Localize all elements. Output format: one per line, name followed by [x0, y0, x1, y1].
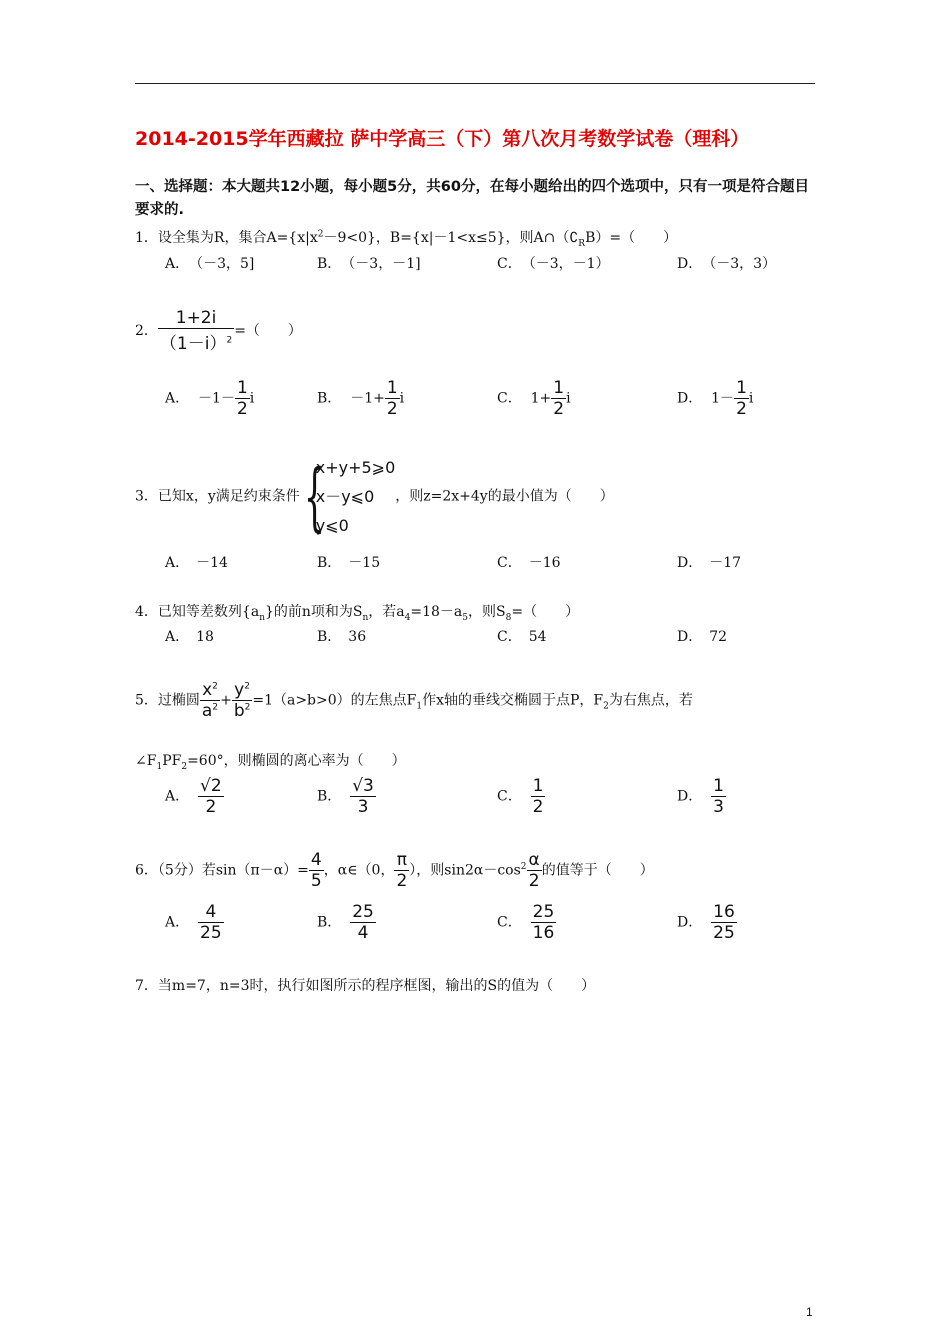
- question-7: 7．当m=7，n=3时，执行如图所示的程序框图，输出的S的值为（ ）: [135, 978, 596, 994]
- question-4: 4．已知等差数列$\{a_n\}$的前n项和为$S_n$，若$a_4=18-a_5$，则$S_8=$（ ）: [135, 604, 580, 623]
- question-1: 1．设全集为R，集合$A=\{x|x^2-9<0\}$，B={x|－1<x≤5}，则$A\cap(∁_RB)=$（ ）: [135, 229, 678, 249]
- page-number: 1: [806, 1305, 813, 1319]
- q3-option-c[interactable]: C． －16: [497, 555, 561, 571]
- question-3: 3．已知x，y满足约束条件{ x+y+5⩾0 x－y⩽0 y⩽0 ，则z=2x+4y的最小值为（ ）: [135, 453, 614, 540]
- q2-option-b[interactable]: B． －1+ $\frac{1}{2}$ i: [317, 378, 405, 419]
- question-6: 6．（5分）若sin（π－α）= $\frac{4}{5}$ ，α∈（0， $\frac{\pi}{2}$ ），则$\sin 2\alpha-\cos^2$ $\frac{\alpha}{2}$ 的值等于（ ）: [135, 850, 654, 891]
- page-title: 2014-2015学年西藏拉 萨中学高三（下）第八次月考数学试卷（理科）: [135, 128, 750, 150]
- header-rule: [135, 83, 815, 84]
- question-2: 2． $\frac{1+2i}{(1-i)^2}$ =（ ）: [135, 308, 302, 354]
- q1-option-a[interactable]: A． （－3，5]: [165, 256, 255, 272]
- q3-option-a[interactable]: A． －14: [165, 555, 228, 571]
- fraction: $\frac{1+2i}{(1-i)^2}$: [159, 308, 233, 354]
- q4-option-d[interactable]: D． 72: [677, 629, 728, 645]
- q2-option-d[interactable]: D． 1－ $\frac{1}{2}$ i: [677, 378, 754, 419]
- q4-option-b[interactable]: B． 36: [317, 629, 367, 645]
- q5-option-b[interactable]: B． $\frac{√3}{3}$: [317, 776, 374, 817]
- q3-option-d[interactable]: D． －17: [677, 555, 742, 571]
- q2-option-c[interactable]: C． 1+ $\frac{1}{2}$ i: [497, 378, 571, 419]
- q1-option-d[interactable]: D． （－3，3）: [677, 256, 777, 272]
- constraint-system: x+y+5⩾0 x－y⩽0 y⩽0: [315, 458, 396, 535]
- question-5: 5．过椭圆 $\frac{x^2}{a^2}$ + $\frac{y^2}{b^2}$ =1（a>b>0）的左焦点$F_1$作x轴的垂线交椭圆于点P，$F_2$为右焦点，若: [135, 680, 693, 721]
- q6-option-d[interactable]: D． $\frac{16}{25}$: [677, 902, 735, 943]
- brace-icon: {: [303, 453, 325, 540]
- q5-option-a[interactable]: A． $\frac{√2}{2}$: [165, 776, 222, 817]
- q4-option-c[interactable]: C． 54: [497, 629, 547, 645]
- q3-option-b[interactable]: B． －15: [317, 555, 381, 571]
- q6-option-a[interactable]: A． $\frac{4}{25}$: [165, 902, 222, 943]
- q5-option-d[interactable]: D． $\frac{1}{3}$: [677, 776, 724, 817]
- q2-option-a[interactable]: A． －1－ $\frac{1}{2}$ i: [165, 378, 255, 419]
- q1-option-b[interactable]: B． （－3，－1]: [317, 256, 421, 272]
- question-number: 1．: [135, 230, 158, 246]
- section-heading: 一、选择题：本大题共12小题，每小题5分，共60分，在每小题给出的四个选项中，只有一项是符合题目要求的.: [135, 179, 809, 218]
- q4-option-a[interactable]: A． 18: [165, 629, 214, 645]
- q5-option-c[interactable]: C． $\frac{1}{2}$: [497, 776, 544, 817]
- q6-option-c[interactable]: C． $\frac{25}{16}$: [497, 902, 555, 943]
- q1-option-c[interactable]: C． （－3，－1）: [497, 256, 610, 272]
- q6-option-b[interactable]: B． $\frac{25}{4}$: [317, 902, 374, 943]
- question-5-line-2: $\angle F_1PF_2=60^\circ$，则椭圆的离心率为（ ）: [135, 753, 406, 772]
